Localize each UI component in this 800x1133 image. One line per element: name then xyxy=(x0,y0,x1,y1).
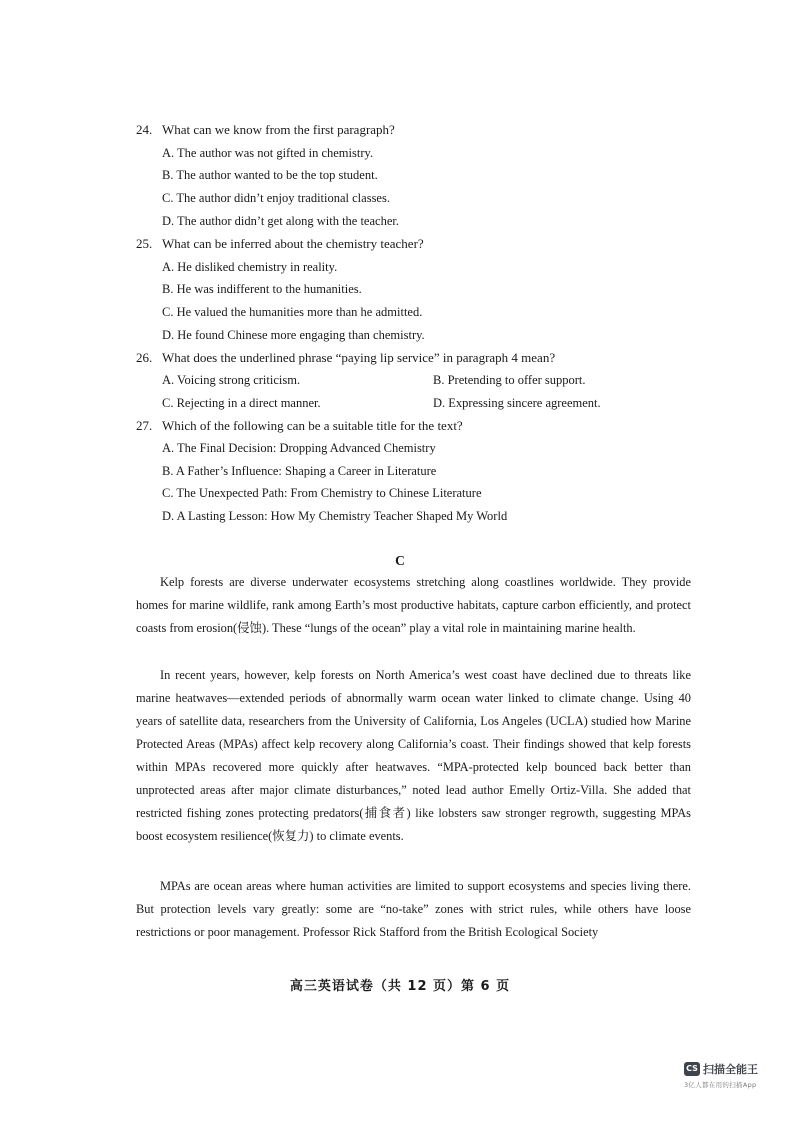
question-26 xyxy=(136,350,555,366)
camscanner-logo-icon: CS xyxy=(684,1062,700,1076)
question-number: 25. xyxy=(136,236,153,251)
section-heading: C xyxy=(395,553,405,568)
question-27 xyxy=(136,418,463,434)
option-25-a: A. He disliked chemistry in reality. xyxy=(162,260,338,274)
scanner-watermark xyxy=(684,1060,794,1089)
option-27-d: D. A Lasting Lesson: How My Chemistry Teacher Shaped My World xyxy=(162,509,508,523)
question-stem: Which of the following can be a suitable title for the text? xyxy=(162,418,463,433)
passage-paragraph-1: Kelp forests are diverse underwater ecosystems stretching along coastlines worldwide. They provide homes for marine wildlife, rank among Earth’s most productive habitats, capture carbon efficiently, and protect coasts from erosion(侵蚀). These “lungs of the ocean” play a vital role in maintaining marine health. xyxy=(136,575,691,635)
question-stem: What can we know from the first paragraph? xyxy=(162,122,395,137)
question-number: 26. xyxy=(136,350,153,365)
option-26-b: B. Pretending to offer support. xyxy=(433,373,586,387)
question-number: 24. xyxy=(136,122,153,137)
passage-paragraph-2: In recent years, however, kelp forests on North America’s west coast have declined due to threats like marine heatwaves—extended periods of abnormally warm ocean water linked to climate change. Using 40 years of satellite data, researchers from the University of California, Los Angeles (UCLA) studied how Marine Protected Areas (MPAs) affect kelp recovery along California’s coast. Their findings showed that kelp forests within MPAs recovered more quickly after heatwaves. “MPA-protected kelp bounced back better than unprotected areas after major climate disturbances,” noted lead author Emelly Ortiz-Villa. She added that restricted fishing zones protecting predators(捕食者) like lobsters saw stronger regrowth, suggesting MPAs boost ecosystem resilience(恢复力) to climate events. xyxy=(136,668,691,843)
question-stem: What can be inferred about the chemistry teacher? xyxy=(162,236,424,251)
option-25-c: C. He valued the humanities more than he admitted. xyxy=(162,305,423,319)
question-25 xyxy=(136,236,424,252)
option-25-b: B. He was indifferent to the humanities. xyxy=(162,282,362,296)
watermark-brand: 扫描全能王 xyxy=(703,1063,758,1077)
option-26-c: C. Rejecting in a direct manner. xyxy=(162,396,321,410)
option-26-d: D. Expressing sincere agreement. xyxy=(433,396,601,410)
option-24-c: C. The author didn’t enjoy traditional classes. xyxy=(162,191,390,205)
option-24-b: B. The author wanted to be the top student. xyxy=(162,168,378,182)
option-24-d: D. The author didn’t get along with the teacher. xyxy=(162,214,399,228)
passage-paragraph-3: MPAs are ocean areas where human activities are limited to support ecosystems and species living there. But protection levels vary greatly: some are “no-take” zones with strict rules, while others have loose restrictions or poor management. Professor Rick Stafford from the British Ecological Society xyxy=(136,879,691,939)
option-26-a: A. Voicing strong criticism. xyxy=(162,373,301,387)
option-24-a: A. The author was not gifted in chemistry. xyxy=(162,146,374,160)
question-stem: What does the underlined phrase “paying lip service” in paragraph 4 mean? xyxy=(162,350,556,365)
question-number: 27. xyxy=(136,418,153,433)
question-24 xyxy=(136,122,395,138)
option-27-a: A. The Final Decision: Dropping Advanced Chemistry xyxy=(162,441,436,455)
page-footer: 高三英语试卷（共 12 页）第 6 页 xyxy=(289,979,511,994)
option-27-c: C. The Unexpected Path: From Chemistry to Chinese Literature xyxy=(162,486,482,500)
option-25-d: D. He found Chinese more engaging than chemistry. xyxy=(162,328,425,342)
option-27-b: B. A Father’s Influence: Shaping a Career in Literature xyxy=(162,464,437,478)
watermark-tagline: 3亿人都在用的扫描App xyxy=(684,1081,757,1089)
